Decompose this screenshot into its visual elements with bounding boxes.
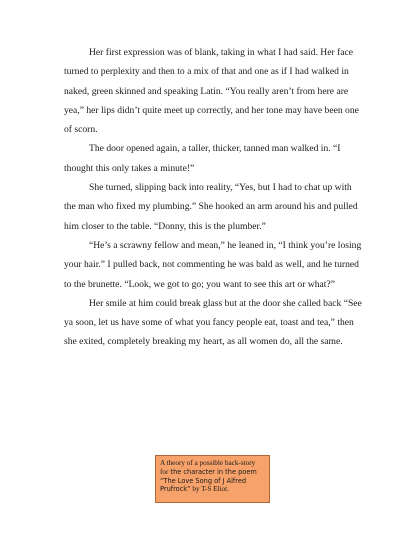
footnote-text-part-3: by T-S Eliot. <box>190 485 229 494</box>
story-paragraph-3: She turned, slipping back into reality, “Yes, but I had to chat up with the man who fixed my plumbing.” She hooked an arm around his and pulled him closer to the table. “Donny, this is the plumber.” <box>64 182 358 232</box>
story-paragraph-5: Her smile at him could break glass but at the door she called back “See ya soon, let us have some of what you fancy people eat, toast and tea,” then she exited, completely breaking my heart, as all women do, all the same. <box>64 297 362 348</box>
footnote-text-part-1: A theory of a possible back-story for <box>160 459 256 476</box>
story-text <box>64 43 364 352</box>
story-paragraph-2: The door opened again, a taller, thicker, tanned man walked in. “I thought this only takes a minute!” <box>64 143 341 174</box>
footnote-text-part-2: the character in the poem “The Love Song of J Alfred Prufrock” <box>160 467 257 494</box>
story-paragraph-1: Her first expression was of blank, taking in what I had said. Her face turned to perplexity and then to a mix of that and one as if I had walked in naked, green skinned and speaking Latin. “You really aren’t from here are yea,” her lips didn’t quite meet up correctly, and her tone may have been one of scorn. <box>64 47 359 136</box>
footnote-box <box>155 455 270 503</box>
story-paragraph-4: “He’s a scrawny fellow and mean,” he leaned in, “I think you’re losing your hair.” I pulled back, not commenting he was bald as well, and he turned to the brunette. “Look, we got to go; you want to see this art or what?” <box>64 239 362 290</box>
